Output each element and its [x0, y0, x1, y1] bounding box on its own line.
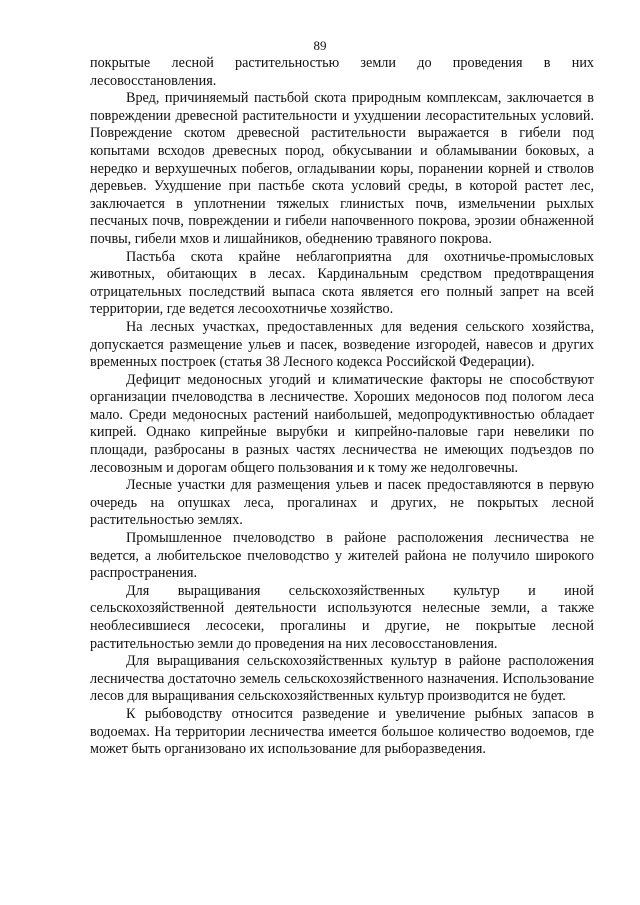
body-text [90, 55, 594, 759]
page-number: 89 [313, 38, 327, 53]
paragraph: Промышленное пчеловодство в районе расположения лесничества не ведется, а любительское пчеловодство у жителей района не получило широкого распространения. [90, 530, 594, 582]
paragraph: Пастьба скота крайне неблагоприятна для охотничье-промысловых животных, обитающих в лесах. Кардинальным средством предотвращения отрицательных последствий выпаса скота является его полный запрет на всей территории, где ведется лесоохотничье хозяйство. [90, 248, 594, 318]
paragraph: Дефицит медоносных угодий и климатические факторы не способствуют организации пчеловодства в лесничестве. Хороших медоносов под пологом леса мало. Среди медоносных растений наибольшей, медопродуктивностью обладает кипрей. Однако кипрейные вырубки и кипрейно-паловые гари невелики по площади, разбросаны в разных частях лесничества не имеющих подъездов по лесовозным и дорогам общего пользования и к тому же недолговечны. [90, 371, 594, 476]
paragraph: Лесные участки для размещения ульев и пасек предоставляются в первую очередь на опушках леса, прогалинах и других, не покрытых лесной растительностью землях. [90, 477, 594, 529]
paragraph: К рыбоводству относится разведение и увеличение рыбных запасов в водоемах. На территории лесничества имеется большое количество водоемов, где может быть организовано их использование для рыборазведения. [90, 705, 594, 758]
paragraph: Для выращивания сельскохозяйственных культур и иной сельскохозяйственной деятельности используются нелесные земли, а также необлесившиеся лесосеки, прогалины и другие, не покрытые лесной растительностью земли до проведения на них лесовосстановления. [90, 582, 594, 652]
paragraph: Вред, причиняемый пастьбой скота природным комплексам, заключается в повреждении древесной растительности и ухудшении лесорастительных условий. Повреждение скотом древесной растительности выражается в гибели под копытами всходов древесных пород, обкусывании и обламывании боковых, а нередко и верхушечных побегов, огладывании коры, поранении корней и стволов деревьев. Ухудшение при пастьбе скота условий среды, в которой растет лес, заключается в уплотнении тяжелых глинистых почв, измельчении рыхлых песчаных почв, повреждении и гибели напочвенного покрова, эрозии обнаженной почвы, гибели мхов и лишайников, обеднению травяного покрова. [90, 90, 594, 247]
paragraph: На лесных участках, предоставленных для ведения сельского хозяйства, допускается размещение ульев и пасек, возведение изгородей, навесов и других временных построек (статья 38 Лесного кодекса Российской Федерации). [90, 318, 594, 371]
paragraph: покрытые лесной растительностью земли до проведения в них лесовосстановления. [90, 55, 594, 89]
paragraph: Для выращивания сельскохозяйственных культур в районе расположения лесничества достаточно земель сельскохозяйственного назначения. Использование лесов для выращивания сельскохозяйственных культур производится не будет. [90, 653, 594, 705]
